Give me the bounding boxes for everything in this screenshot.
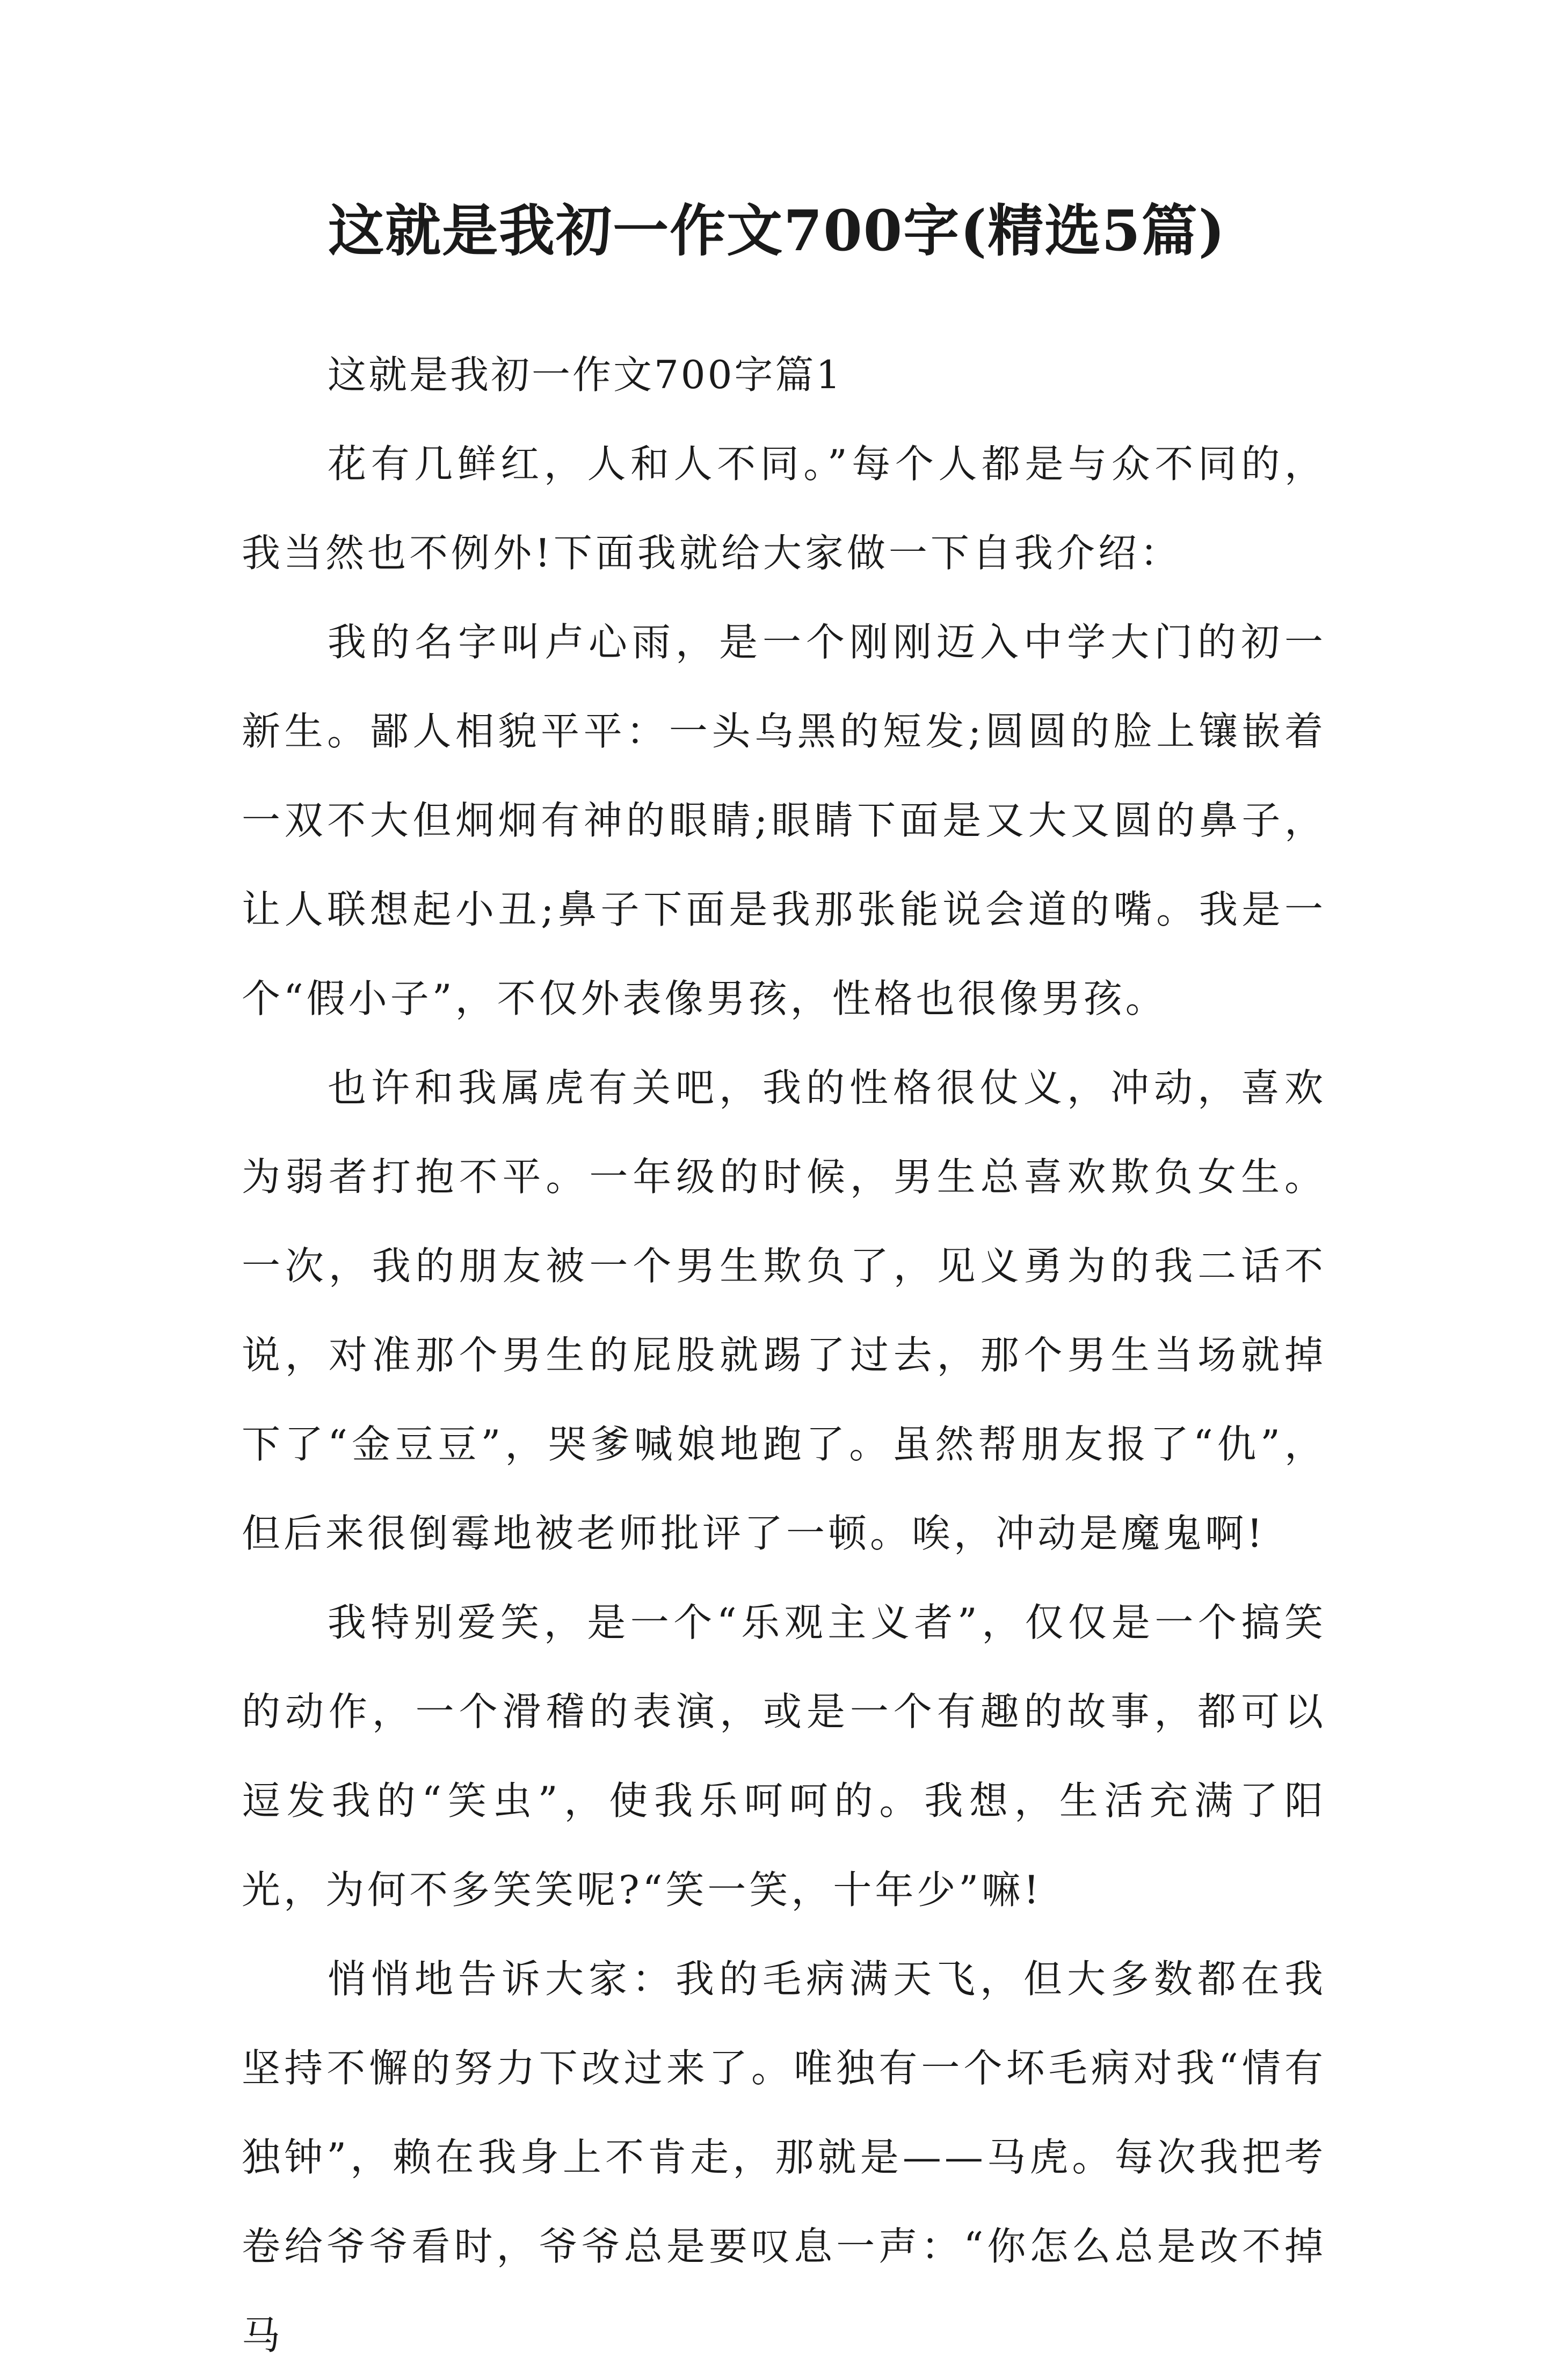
paragraph: 我特别爱笑，是一个“乐观主义者”，仅仅是一个搞笑的动作，一个滑稽的表演，或是一个有趣的故事，都可以逗发我的“笑虫”，使我乐呵呵的。我想，生活充满了阳光，为何不多笑笑呢?“笑一笑，十年少”嘛! bbox=[242, 1600, 1326, 1912]
section-heading: 这就是我初一作文700字篇1 bbox=[328, 352, 843, 397]
paragraph: 花有几鲜红，人和人不同。”每个人都是与众不同的，我当然也不例外!下面我就给大家做一下自我介绍： bbox=[242, 441, 1326, 576]
paragraph: 我的名字叫卢心雨，是一个刚刚迈入中学大门的初一新生。鄙人相貌平平：一头乌黑的短发;圆圆的脸上镶嵌着一双不大但炯炯有神的眼睛;眼睛下面是又大又圆的鼻子，让人联想起小丑;鼻子下面是我那张能说会道的嘴。我是一个“假小子”，不仅外表像男孩，性格也很像男孩。 bbox=[242, 620, 1326, 1021]
paragraph: 悄悄地告诉大家：我的毛病满天飞，但大多数都在我坚持不懈的努力下改过来了。唯独有一个坏毛病对我“情有独钟”，赖在我身上不肯走，那就是——马虎。每次我把考卷给爷爷看时，爷爷总是要叹息一声：“你怎么总是改不掉马 bbox=[242, 1956, 1326, 2358]
paragraph: 也许和我属虎有关吧，我的性格很仗义，冲动，喜欢为弱者打抱不平。一年级的时候，男生总喜欢欺负女生。一次，我的朋友被一个男生欺负了，见义勇为的我二话不说，对准那个男生的屁股就踢了过去，那个男生当场就掉下了“金豆豆”，哭爹喊娘地跑了。虽然帮朋友报了“仇”，但后来很倒霉地被老师批评了一顿。唉，冲动是魔鬼啊! bbox=[242, 1065, 1326, 1556]
document-body bbox=[242, 330, 1326, 2380]
document-title: 这就是我初一作文700字(精选5篇) bbox=[328, 198, 1226, 264]
